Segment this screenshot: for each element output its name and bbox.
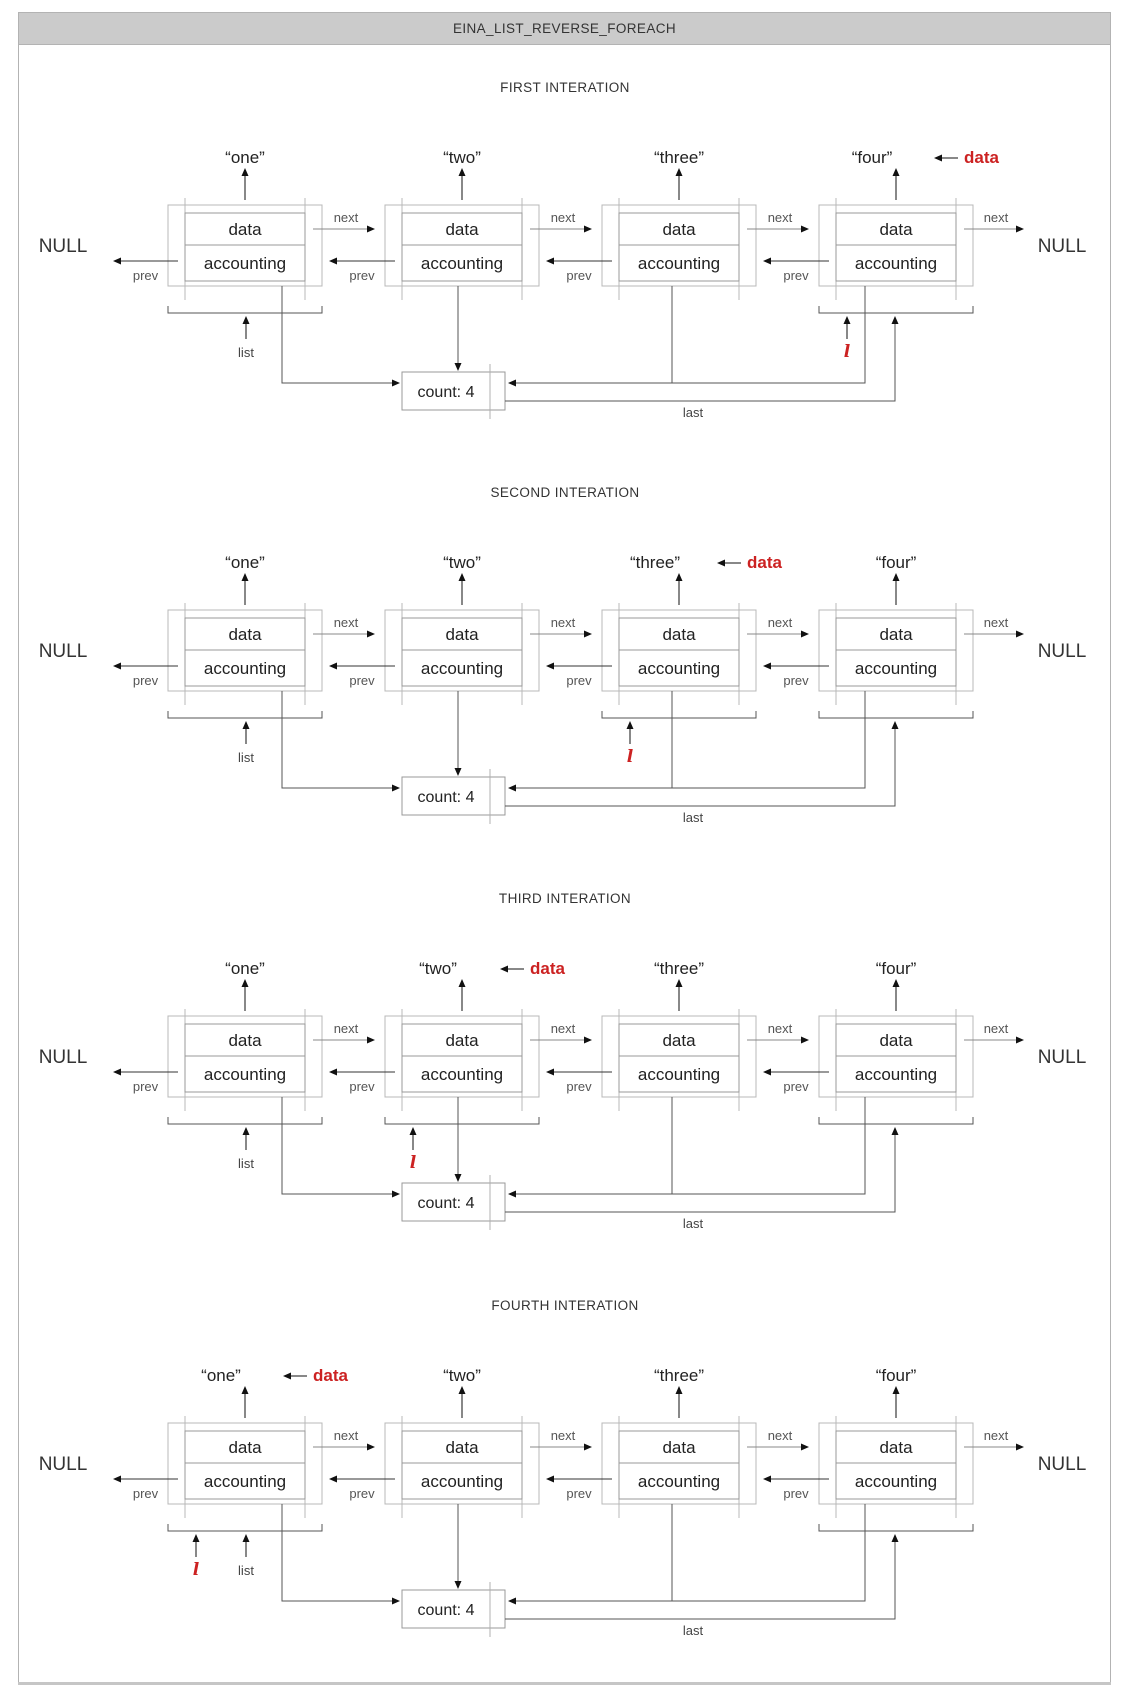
iteration-1-diagram [0, 45, 1130, 451]
arrowhead [243, 1127, 250, 1135]
prev-label: prev [349, 673, 375, 688]
count-value: count: 4 [417, 789, 475, 806]
arrowhead [113, 663, 121, 670]
next-label: next [550, 1021, 576, 1036]
iteration-title: FIRST INTERATION [500, 80, 630, 95]
arrowhead [801, 631, 809, 638]
null-label-right: NULL [1037, 1047, 1087, 1068]
arrowhead [676, 979, 683, 987]
next-label: next [767, 1428, 793, 1443]
accounting-cell-label: accounting [420, 254, 504, 273]
diagram-title: EINA_LIST_REVERSE_FOREACH [452, 21, 677, 36]
data-cell-label: data [445, 220, 479, 239]
prev-label: prev [783, 673, 809, 688]
prev-label: prev [783, 268, 809, 283]
node1-accounting-line [282, 1504, 396, 1601]
node-value-label: “one” [225, 959, 265, 978]
list-bracket [168, 711, 322, 718]
iteration-3-diagram [0, 856, 1130, 1262]
data-cell-label: data [662, 220, 696, 239]
null-label-right: NULL [1037, 236, 1087, 257]
accounting-cell-label: accounting [637, 1065, 721, 1084]
arrowhead [1016, 1444, 1024, 1451]
prev-label: prev [566, 1079, 592, 1094]
last-pointer-line [505, 319, 895, 401]
count-value: count: 4 [417, 1195, 475, 1212]
arrowhead [455, 1174, 462, 1182]
arrowhead [546, 258, 554, 265]
next-label: next [983, 210, 1009, 225]
data-cell-label: data [879, 1031, 913, 1050]
prev-label: prev [783, 1486, 809, 1501]
node1-accounting-line [282, 1097, 396, 1194]
data-cell-label: data [445, 1031, 479, 1050]
list-node [546, 959, 809, 1111]
null-label-right: NULL [1037, 641, 1087, 662]
list-node [329, 1366, 592, 1518]
last-bracket [819, 1117, 973, 1124]
list-node [763, 148, 1024, 300]
arrowhead [242, 979, 249, 987]
list-node [113, 553, 375, 705]
node-value-label: “three” [653, 148, 705, 167]
last-bracket [819, 306, 973, 313]
arrowhead [243, 721, 250, 729]
data-cell-label: data [228, 220, 262, 239]
node-value-label: “three” [653, 1366, 705, 1385]
list-node [546, 1366, 809, 1518]
accounting-cell-label: accounting [854, 1472, 938, 1491]
data-cell-label: data [879, 625, 913, 644]
node-value-label: “two” [419, 959, 457, 978]
prev-label: prev [566, 1486, 592, 1501]
list-bracket [168, 306, 322, 313]
arrowhead [546, 1069, 554, 1076]
arrowhead [329, 1476, 337, 1483]
arrowhead [844, 316, 851, 324]
arrowhead [1016, 226, 1024, 233]
last-pointer-label: last [682, 1623, 704, 1638]
prev-label: prev [349, 1079, 375, 1094]
next-label: next [983, 615, 1009, 630]
arrowhead [892, 1127, 899, 1135]
next-label: next [333, 1428, 359, 1443]
next-label: next [983, 1428, 1009, 1443]
prev-label: prev [566, 268, 592, 283]
arrowhead [392, 785, 400, 792]
arrowhead [459, 168, 466, 176]
accounting-cell-label: accounting [420, 659, 504, 678]
data-cell-label: data [228, 1031, 262, 1050]
node-value-label: “four” [875, 553, 917, 572]
list-node [329, 553, 592, 705]
arrowhead [676, 573, 683, 581]
iteration-title: FOURTH INTERATION [491, 1298, 639, 1313]
list-node [546, 148, 809, 300]
list-pointer-label: list [238, 1563, 254, 1578]
data-pointer-label: data [964, 148, 999, 167]
data-pointer-label: data [313, 1366, 348, 1385]
accounting-cell-label: accounting [420, 1472, 504, 1491]
last-bracket [819, 1524, 973, 1531]
last-pointer-label: last [682, 810, 704, 825]
current-bracket [602, 711, 756, 718]
data-pointer-label: data [747, 553, 782, 572]
node-value-label: “two” [443, 1366, 481, 1385]
arrowhead [455, 768, 462, 776]
arrowhead [893, 1386, 900, 1394]
arrowhead [367, 1037, 375, 1044]
arrowhead [410, 1127, 417, 1135]
accounting-cell-label: accounting [420, 1065, 504, 1084]
arrowhead [329, 258, 337, 265]
iteration-2-diagram [0, 450, 1130, 856]
list-node [329, 959, 592, 1111]
node4-accounting-line [512, 691, 865, 788]
arrowhead [242, 1386, 249, 1394]
list-bracket [168, 1117, 322, 1124]
accounting-cell-label: accounting [637, 1472, 721, 1491]
arrowhead [892, 316, 899, 324]
arrowhead [763, 258, 771, 265]
node4-accounting-line [512, 1097, 865, 1194]
arrowhead [113, 1476, 121, 1483]
iteration-title: SECOND INTERATION [490, 485, 640, 500]
l-pointer-label: l [843, 342, 851, 362]
accounting-cell-label: accounting [637, 254, 721, 273]
last-pointer-label: last [682, 405, 704, 420]
arrowhead [329, 1069, 337, 1076]
arrowhead [283, 1373, 291, 1380]
arrowhead [459, 979, 466, 987]
arrowhead [367, 1444, 375, 1451]
list-node [763, 959, 1024, 1111]
next-label: next [767, 1021, 793, 1036]
bottom-border [18, 1682, 1111, 1685]
arrowhead [763, 1476, 771, 1483]
arrowhead [546, 663, 554, 670]
arrowhead [584, 631, 592, 638]
arrowhead [763, 663, 771, 670]
next-label: next [550, 615, 576, 630]
list-node [763, 1366, 1024, 1518]
node4-accounting-line [512, 286, 865, 383]
count-value: count: 4 [417, 1602, 475, 1619]
arrowhead [676, 168, 683, 176]
l-pointer-label: l [409, 1153, 417, 1173]
diagram-title-bar [18, 12, 1111, 45]
prev-label: prev [132, 268, 159, 283]
data-cell-label: data [445, 1438, 479, 1457]
arrowhead [508, 1598, 516, 1605]
arrowhead [367, 631, 375, 638]
arrowhead [508, 380, 516, 387]
arrowhead [892, 1534, 899, 1542]
next-label: next [983, 1021, 1009, 1036]
next-label: next [333, 615, 359, 630]
node-value-label: “three” [653, 959, 705, 978]
node-value-label: “one” [225, 148, 265, 167]
list-bracket [168, 1524, 322, 1531]
arrowhead [1016, 631, 1024, 638]
node-value-label: “two” [443, 553, 481, 572]
arrowhead [893, 979, 900, 987]
arrowhead [1016, 1037, 1024, 1044]
accounting-cell-label: accounting [203, 1472, 287, 1491]
prev-label: prev [132, 1486, 159, 1501]
arrowhead [934, 155, 942, 162]
null-label-left: NULL [38, 1454, 88, 1475]
last-pointer-line [505, 1537, 895, 1619]
data-cell-label: data [662, 1438, 696, 1457]
node-value-label: “four” [875, 1366, 917, 1385]
l-pointer-label: l [192, 1560, 200, 1580]
accounting-cell-label: accounting [854, 1065, 938, 1084]
arrowhead [763, 1069, 771, 1076]
arrowhead [392, 380, 400, 387]
data-cell-label: data [662, 625, 696, 644]
arrowhead [193, 1534, 200, 1542]
accounting-cell-label: accounting [637, 659, 721, 678]
arrowhead [113, 1069, 121, 1076]
null-label-right: NULL [1037, 1454, 1087, 1475]
data-pointer-label: data [530, 959, 565, 978]
last-pointer-line [505, 1130, 895, 1212]
arrowhead [367, 226, 375, 233]
next-label: next [767, 615, 793, 630]
data-cell-label: data [228, 625, 262, 644]
accounting-cell-label: accounting [854, 254, 938, 273]
prev-label: prev [349, 1486, 375, 1501]
arrowhead [243, 316, 250, 324]
list-pointer-label: list [238, 1156, 254, 1171]
node-value-label: “four” [851, 148, 893, 167]
node-value-label: “one” [201, 1366, 241, 1385]
prev-label: prev [349, 268, 375, 283]
node-value-label: “one” [225, 553, 265, 572]
arrowhead [459, 1386, 466, 1394]
prev-label: prev [566, 673, 592, 688]
data-cell-label: data [879, 1438, 913, 1457]
next-label: next [333, 1021, 359, 1036]
arrowhead [627, 721, 634, 729]
arrowhead [459, 573, 466, 581]
arrowhead [546, 1476, 554, 1483]
last-bracket [819, 711, 973, 718]
l-pointer-label: l [626, 747, 634, 767]
arrowhead [801, 1037, 809, 1044]
node-value-label: “three” [629, 553, 681, 572]
arrowhead [508, 1191, 516, 1198]
data-cell-label: data [879, 220, 913, 239]
arrowhead [455, 1581, 462, 1589]
arrowhead [243, 1534, 250, 1542]
arrowhead [584, 1444, 592, 1451]
next-label: next [767, 210, 793, 225]
accounting-cell-label: accounting [854, 659, 938, 678]
prev-label: prev [132, 1079, 159, 1094]
list-node [113, 959, 375, 1111]
arrowhead [242, 573, 249, 581]
node-value-label: “two” [443, 148, 481, 167]
last-pointer-label: last [682, 1216, 704, 1231]
next-label: next [550, 1428, 576, 1443]
prev-label: prev [132, 673, 159, 688]
list-node [113, 1366, 375, 1518]
null-label-left: NULL [38, 1047, 88, 1068]
arrowhead [455, 363, 462, 371]
null-label-left: NULL [38, 641, 88, 662]
count-value: count: 4 [417, 384, 475, 401]
list-pointer-label: list [238, 750, 254, 765]
arrowhead [392, 1191, 400, 1198]
arrowhead [329, 663, 337, 670]
iteration-4-diagram [0, 1263, 1130, 1669]
node1-accounting-line [282, 286, 396, 383]
arrowhead [392, 1598, 400, 1605]
arrowhead [242, 168, 249, 176]
data-cell-label: data [445, 625, 479, 644]
accounting-cell-label: accounting [203, 659, 287, 678]
node-value-label: “four” [875, 959, 917, 978]
arrowhead [801, 226, 809, 233]
next-label: next [550, 210, 576, 225]
arrowhead [892, 721, 899, 729]
list-node [763, 553, 1024, 705]
arrowhead [584, 226, 592, 233]
current-bracket [385, 1117, 539, 1124]
data-cell-label: data [662, 1031, 696, 1050]
list-pointer-label: list [238, 345, 254, 360]
next-label: next [333, 210, 359, 225]
prev-label: prev [783, 1079, 809, 1094]
last-pointer-line [505, 724, 895, 806]
arrowhead [584, 1037, 592, 1044]
arrowhead [113, 258, 121, 265]
accounting-cell-label: accounting [203, 254, 287, 273]
node1-accounting-line [282, 691, 396, 788]
accounting-cell-label: accounting [203, 1065, 287, 1084]
list-node [329, 148, 592, 300]
arrowhead [801, 1444, 809, 1451]
node4-accounting-line [512, 1504, 865, 1601]
iteration-title: THIRD INTERATION [498, 891, 632, 906]
list-node [113, 148, 375, 300]
arrowhead [500, 966, 508, 973]
arrowhead [893, 573, 900, 581]
null-label-left: NULL [38, 236, 88, 257]
arrowhead [676, 1386, 683, 1394]
arrowhead [717, 560, 725, 567]
list-node [546, 553, 809, 705]
data-cell-label: data [228, 1438, 262, 1457]
arrowhead [508, 785, 516, 792]
arrowhead [893, 168, 900, 176]
